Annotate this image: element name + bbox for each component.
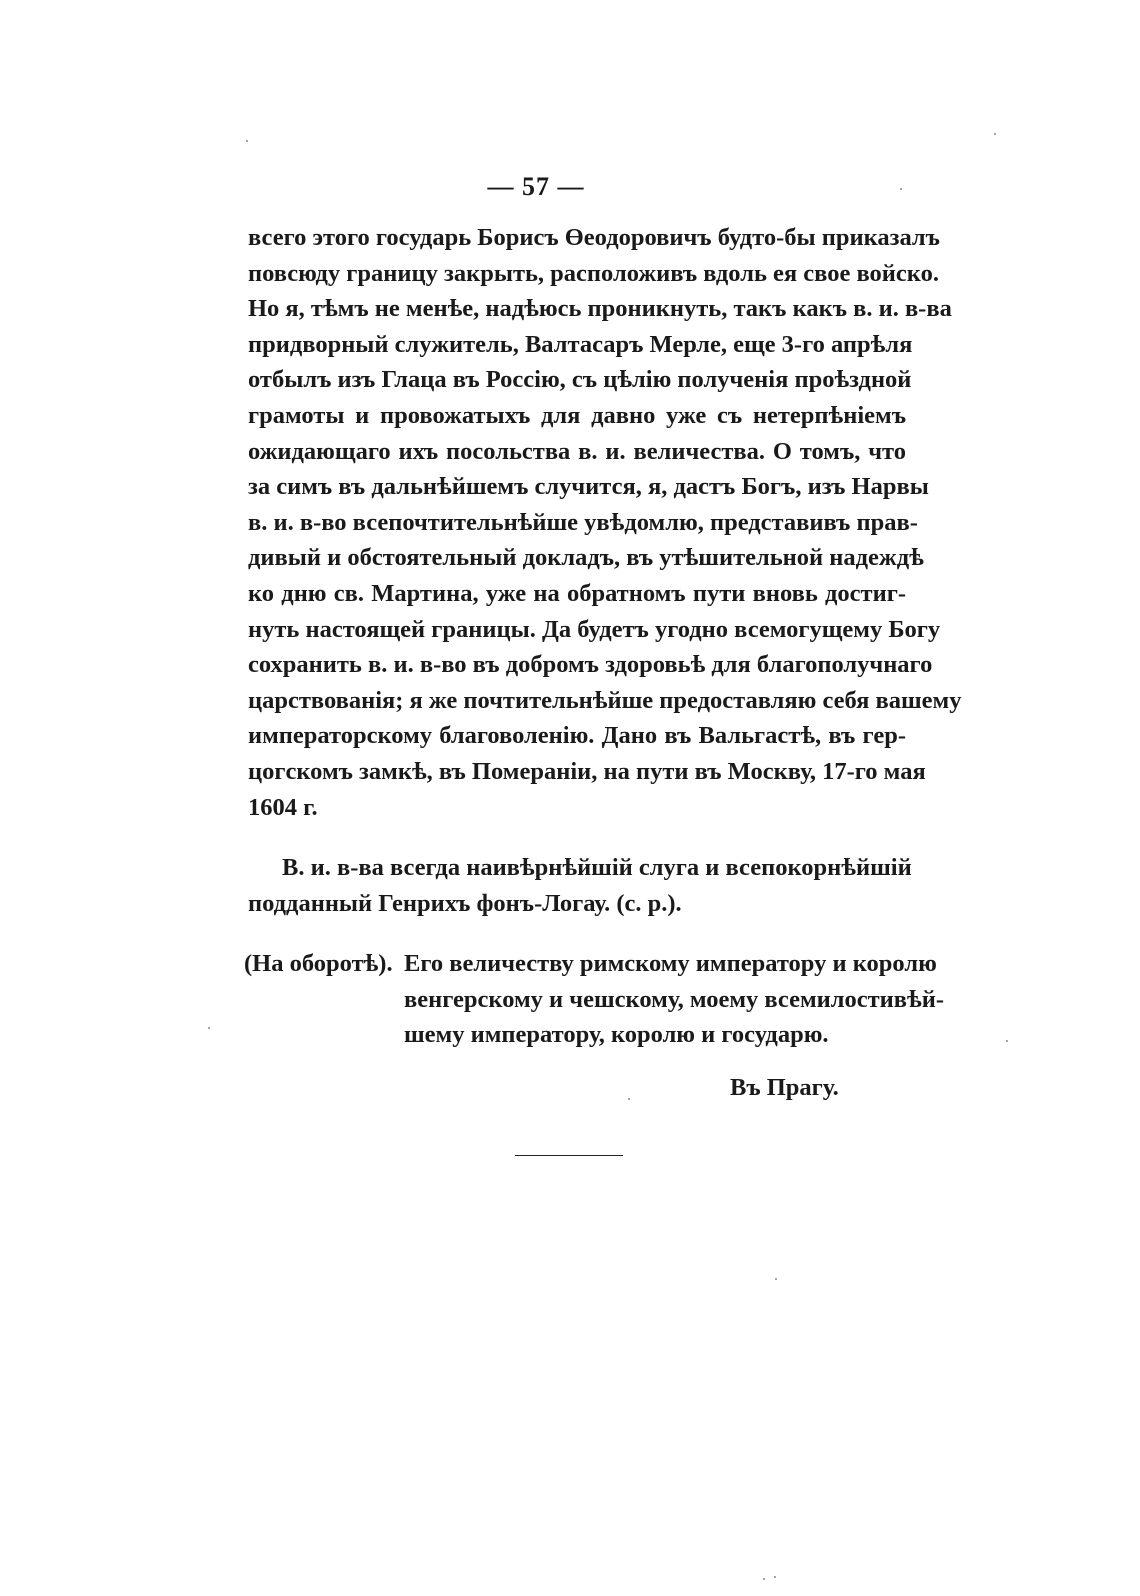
body-line: дивый и обстоятельный докладъ, въ утѣшительной надеждѣ	[248, 544, 924, 572]
body-line: ожидающаго ихъ посольства в. и. величества. О томъ, что	[248, 437, 906, 465]
body-line: за симъ въ дальнѣйшемъ случится, я, дастъ Богъ, изъ Нарвы	[248, 473, 929, 501]
body-line-date: 1604 г.	[248, 793, 318, 821]
page-number: — 57 —	[487, 172, 585, 201]
signature-line: подданный Генрихъ фонъ-Логау. (с. р.).	[248, 889, 682, 917]
body-line: цогскомъ замкѣ, въ Помераніи, на пути въ Москву, 17-го мая	[248, 757, 926, 785]
body-line: повсюду границу закрыть, расположивъ вдоль ея свое войско.	[248, 259, 939, 287]
body-line: ко дню св. Мартина, уже на обратномъ пути вновь достиг-	[248, 579, 906, 607]
closing-line: В. и. в-ва всегда наивѣрнѣйшій слуга и всепокорнѣйшій	[282, 854, 912, 881]
body-line: придворный служитель, Валтасаръ Мерле, еще 3-го апрѣля	[248, 330, 913, 358]
body-line: императорскому благоволенію. Дано въ Вальгастѣ, въ гер-	[248, 722, 906, 750]
destination: Въ Прагу.	[730, 1074, 839, 1101]
scan-speck	[774, 1576, 776, 1578]
body-line: всего этого государь Борисъ Өеодоровичъ будто-бы приказалъ	[248, 224, 940, 251]
letter-body	[248, 220, 962, 825]
body-line: нуть настоящей границы. Да будетъ угодно всемогущему Богу	[248, 615, 941, 643]
scan-speck	[246, 140, 248, 142]
body-line: в. и. в-во всепочтительнѣйше увѣдомлю, представивъ прав-	[248, 508, 918, 536]
body-line: сохранить в. и. в-во въ добромъ здоровьѣ для благополучнаго	[248, 651, 933, 679]
signature-block	[248, 850, 912, 921]
body-line: царствованія; я же почтительнѣйше предоставляю себя вашему	[248, 686, 962, 714]
address-line: венгерскому и чешскому, моему всемилостивѣй-	[404, 985, 945, 1013]
scan-speck	[994, 133, 996, 135]
body-line: отбылъ изъ Глаца въ Россію, съ цѣлію полученія проѣздной	[248, 366, 912, 394]
address-label: (На оборотѣ).	[244, 950, 393, 977]
body-line: Но я, тѣмъ не менѣе, надѣюсь проникнуть, такъ какъ в. и. в-ва	[248, 295, 952, 323]
scan-speck	[208, 1027, 210, 1029]
body-line: грамоты и провожатыхъ для давно уже съ нетерпѣніемъ	[248, 401, 906, 429]
scan-speck	[1006, 1040, 1008, 1042]
address-line: Его величеству римскому императору и королю	[404, 950, 937, 977]
scan-speck	[775, 1278, 777, 1280]
address-block	[244, 946, 945, 1066]
scan-speck	[628, 1098, 630, 1100]
address-line: шему императору, королю и государю.	[404, 1021, 829, 1049]
scan-speck	[763, 1578, 765, 1580]
section-rule	[515, 1155, 623, 1156]
address-text	[404, 946, 945, 1053]
